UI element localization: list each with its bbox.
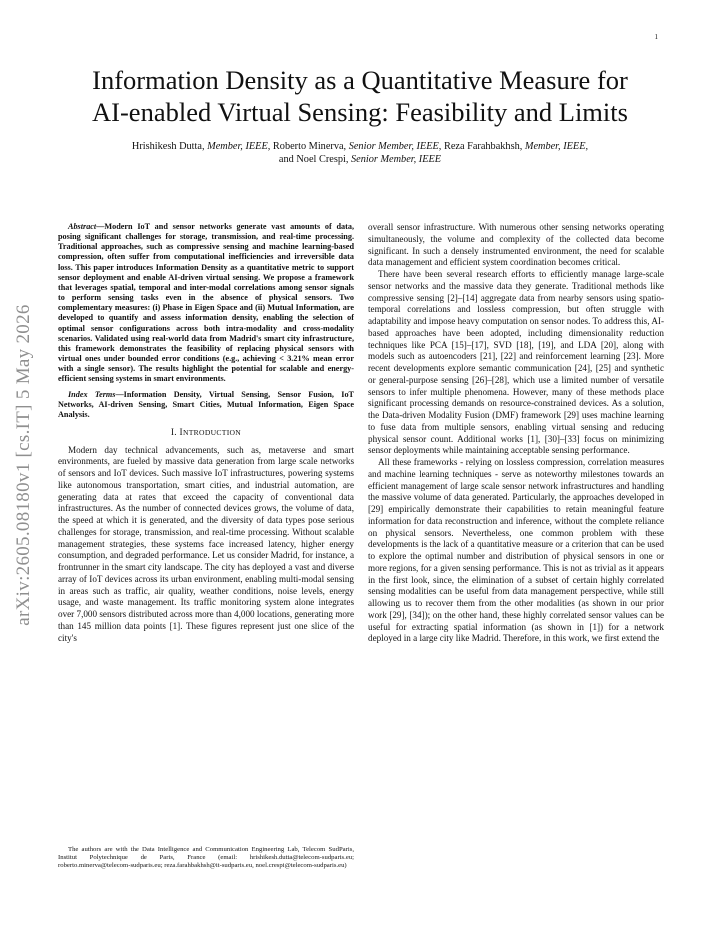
section-heading-introduction <box>58 427 354 440</box>
arxiv-stamp-text: arXiv:2605.08180v1 [cs.IT] 5 May 2026 <box>13 304 34 626</box>
author-3-name: Reza Farahbakhsh, <box>443 141 523 152</box>
author-4-name: and Noel Crespi, <box>278 154 349 165</box>
index-terms-label: Index Terms <box>68 389 116 399</box>
right-paragraph-2: There have been several research efforts to efficiently manage large-scale sensor networks and the massive data they generate. Traditional methods like compressive sensing [2]–[14] aggregate data from nearby sensors using spatio-temporal correlations and lossless compression, but often struggle with adaptability and impose heavy computation on sensor nodes. To address this, AI-based approaches have been adopted, including dimensionality reduction techniques like PCA [15]–[17], SVD [18], [19], and LDA [20], along with models such as autoencoders [21], [22] and reinforcement learning [23]. More recent developments explore semantic communication [24], [25] and synthetic or general-purpose sensing [26]–[28], which use a limited number of versatile sensors to infer multiple phenomena. However, many of these methods place significant processing demands on resource-constrained devices. As a solution, the Data-driven Modality Fusion (DMF) framework [29] uses machine learning to fuse data from multiple sensors, enabling virtual sensing and reducing physical sensor count. Additional works [1], [30]–[33] focus on minimizing sensor deployments while maintaining acceptable sensing performance. <box>368 269 664 456</box>
author-2-role: Senior Member, IEEE, <box>348 141 442 152</box>
author-1-role: Member, IEEE, <box>207 141 271 152</box>
abstract <box>58 222 354 385</box>
section-title-rest: NTRODUCTION <box>182 427 242 437</box>
paper-title <box>40 64 680 128</box>
arxiv-stamp <box>14 255 34 675</box>
author-1-name: Hrishikesh Dutta, <box>131 141 205 152</box>
intro-paragraph-1: Modern day technical advancements, such as, metaverse and smart environments, are fueled by massive data generation from large scale networks of sensors and IoT devices. Such massive IoT infrastructures, powering systems like autonomous transportation, smart cities, and industrial automation, are generating data at rates that exceed the capacity of conventional data infrastructures. As the number of connected devices grows, the volume of data, the speed at which it is generated, and the diversity of data types pose serious challenges for storage, transmission, and real-time processing. Without scalable management strategies, these systems face increased latency, higher energy consumption, and degraded performance. Let us consider Madrid, for instance, a frontrunner in the smart city landscape. The city has deployed a vast and diverse array of IoT devices across its urban environment, enabling multi-modal sensing in areas such as traffic, air quality, weather conditions, noise levels, energy usage, and waste management. Its traffic monitoring system alone integrates over 7,000 sensors distributed across more than 4,000 locations, generating more than 145 million data points [1]. These figures represent just one slice of the city's <box>58 444 354 643</box>
author-list <box>40 140 680 166</box>
right-paragraph-3: All these frameworks - relying on lossless compression, correlation measures and machine learning techniques - serve as noteworthy milestones towards an efficient management of large scale sensor network infrastructures and handling the massive volume of data generated. Particularly, the approaches developed in [29] empirically demonstrate their capabilities to retain meaningful feature information for data reconstruction and inference, without the complete reliance on physical sensors. Nevertheless, one common problem with these developments is the lack of a quantitative measure or a criterion that can be used to explore the optimal number and distribution of physical sensors in one or more regions, for a given sensing performance. This is not as trivial as it appears in the first look, since, the elimination of a subset of certain highly correlated sensing modalities can be useful from data management perspective, while still allowing us to recover them from the other modalities (as shown in our prior work [29], [34]); on the other hand, these highly correlated sensor values can be useful for extracting spatial information (as shown in [1]) for a network deployed in a large city like Madrid. Therefore, in this work, we first extend the <box>368 457 664 644</box>
title-line-2: AI-enabled Virtual Sensing: Feasibility and Limits <box>92 97 628 127</box>
author-2-name: Roberto Minerva, <box>272 141 347 152</box>
left-column <box>58 222 354 644</box>
abstract-text: —Modern IoT and sensor networks generate vast amounts of data, posing significant challenges for storage, transmission, and real-time processing. Traditional approaches, such as compressive sensing and machine learning-based compression, often suffer from computational inefficiencies and irreversible data loss. This paper introduces Information Density as a quantitative metric to support sensor deployment and enable AI-driven virtual sensing. We propose a framework that leverages spatial, temporal and inter-modal correlations among sensor signals to perform sensing tasks even in the absence of physical sensors. Two complementary measures: (i) Phase in Eigen Space and (ii) Mutual Information, are developed to quantify and assess information density, enabling the selection of optimal sensor configurations across both intra-modality and cross-modality scenarios. Validated using real-world data from Madrid's smart city infrastructure, this framework demonstrates the feasibility of replacing physical sensors with virtual ones under bounded error conditions (e.g., achieving < 3.21% mean error with a single sensor). The results highlight the potential for scalable and energy-efficient sensing systems in smart environments. <box>58 222 354 384</box>
right-paragraph-1: overall sensor infrastructure. With numerous other sensing networks operating simultaneously, the volume and complexity of the collected data become significant. In such a densely instrumented environment, the need for scalable data management and efficient system coordination becomes critical. <box>368 222 664 268</box>
right-column <box>368 222 664 645</box>
footnote-text: The authors are with the Data Intelligence and Communication Engineering Lab, Telecom SudParis, Institut Polytechnique de Paris, France (email: hrishikesh.dutta@telecom-sudparis.eu; roberto.minerva@telecom-sudparis.eu; reza.farahbakhsh@it-sudparis.eu, noel.crespi@telecom-sudparis.eu) <box>58 846 354 870</box>
page-number: 1 <box>654 33 658 41</box>
author-3-role: Member, IEEE, <box>524 141 589 152</box>
author-4-role: Senior Member, IEEE <box>351 154 442 165</box>
index-terms-text: —Information Density, Virtual Sensing, Sensor Fusion, IoT Networks, AI-driven Sensing, Smart Cities, Mutual Information, Eigen Space Analysis. <box>58 389 355 419</box>
index-terms <box>58 390 354 420</box>
section-number: I. <box>170 427 177 438</box>
title-line-1: Information Density as a Quantitative Measure for <box>92 65 628 95</box>
author-affiliation-footnote <box>58 846 354 870</box>
section-title-cap: I <box>179 427 183 438</box>
abstract-label: Abstract <box>68 222 97 231</box>
